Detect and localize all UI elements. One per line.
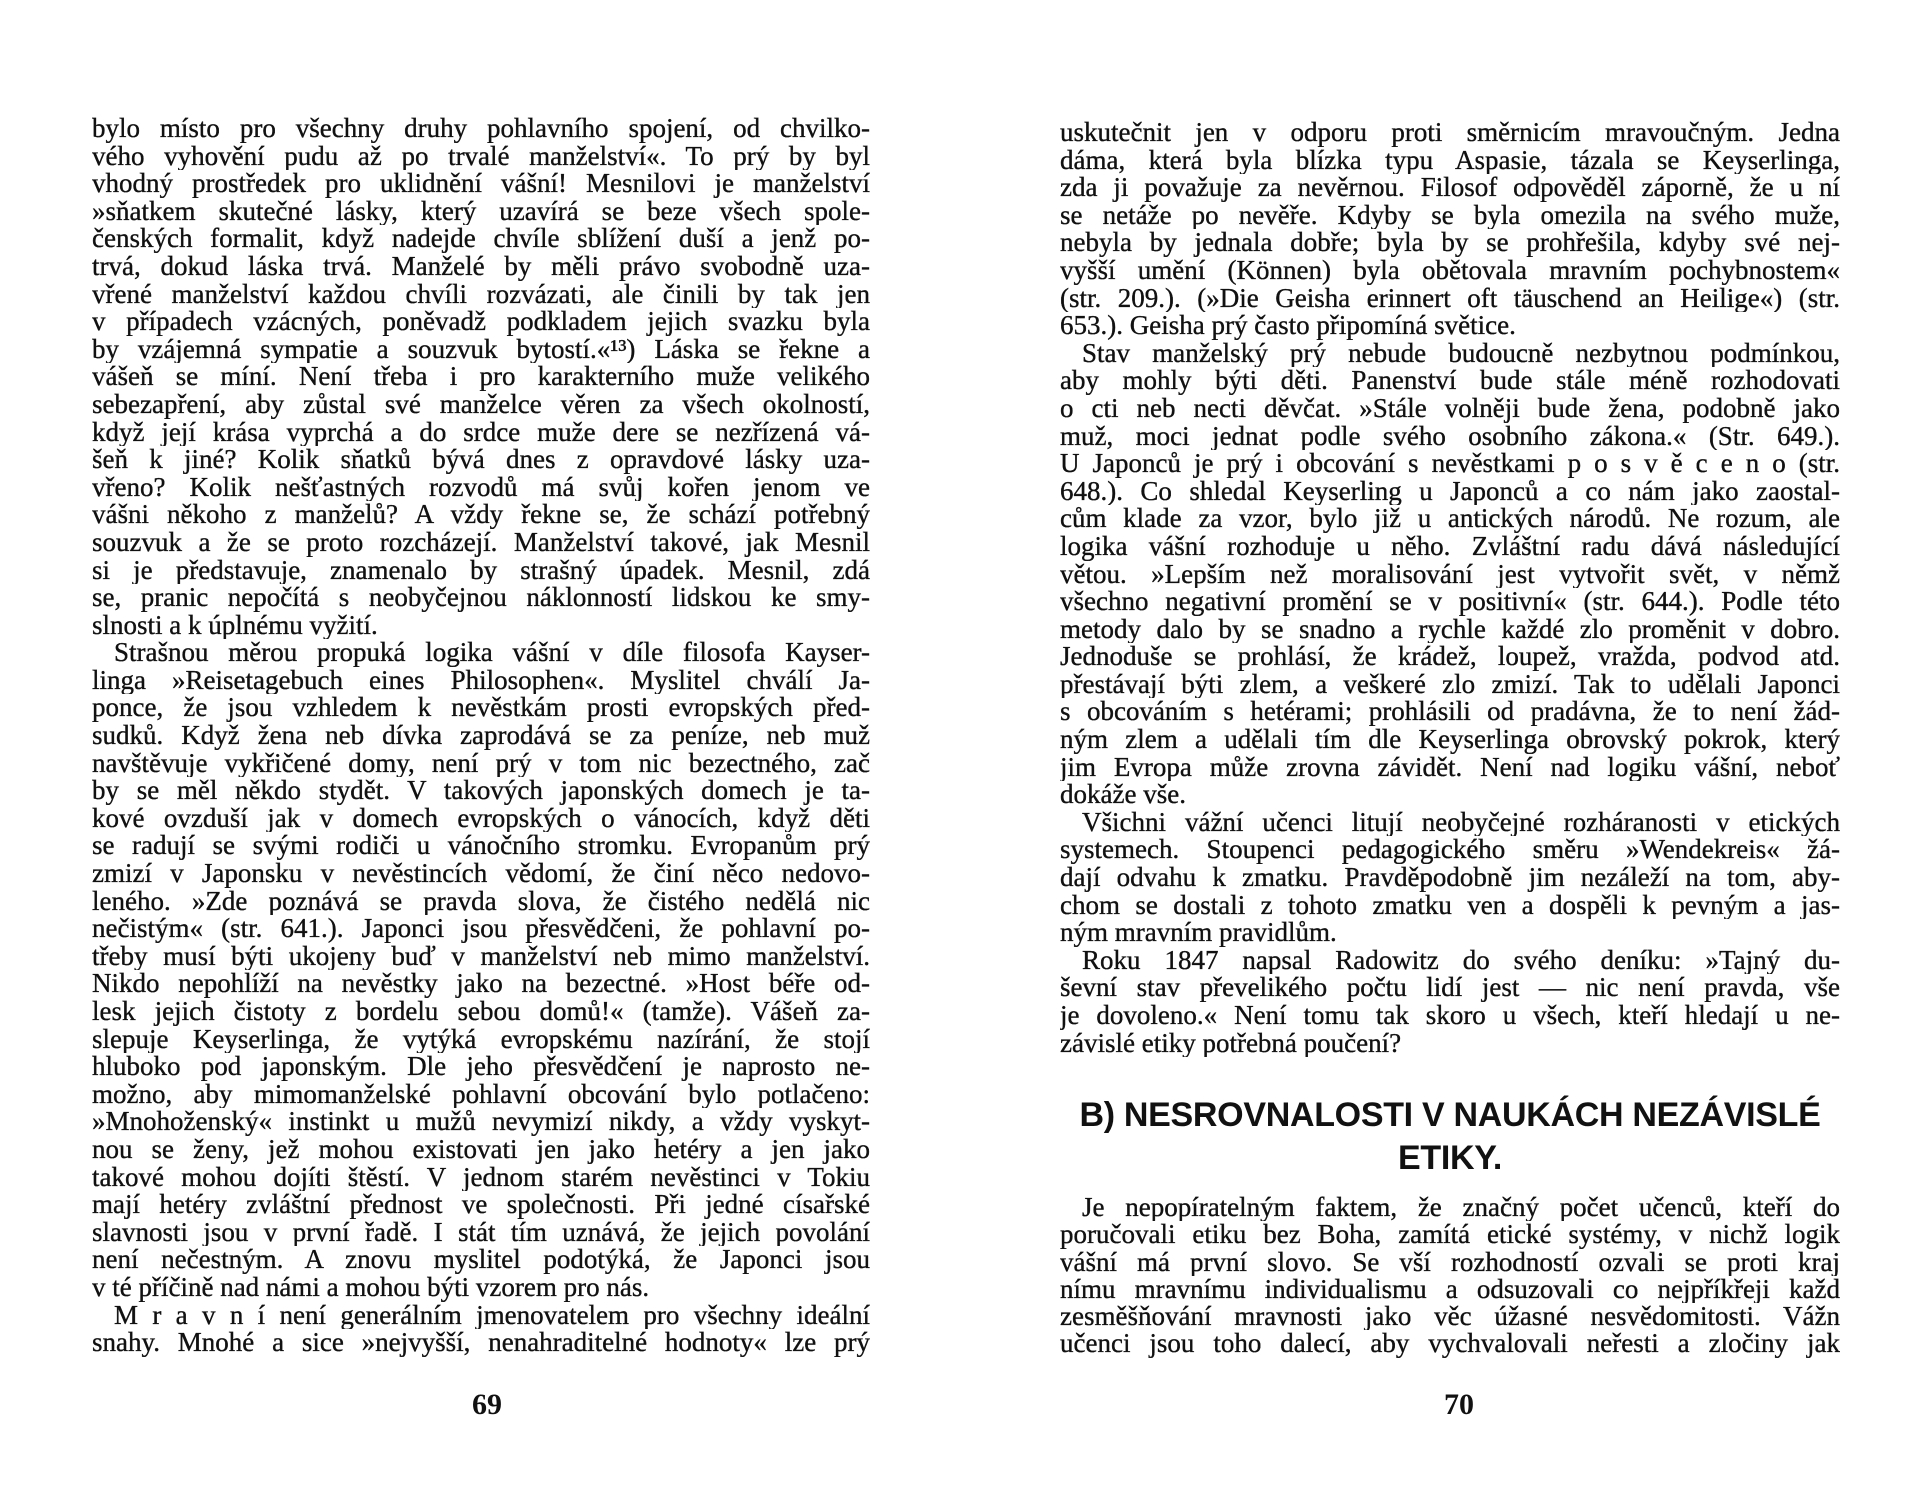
text-line: ným zlem a udělali tím dle Keyserlinga obrovský pokrok, který: [1060, 726, 1840, 754]
text-line: slepuje Keyserlinga, že vytýká evropskému nazírání, že stojí: [92, 1025, 870, 1054]
text-line: vášní má první slovo. Se vší rozhodností ozvali se proti kraj: [1060, 1248, 1840, 1276]
section-heading: [1060, 1094, 1840, 1180]
text-line: souzvuk a že se proto rozcházejí. Manželství takové, jak Mesnil: [92, 528, 870, 557]
text-line: nímu mravnímu individualismu a odsuzovali co nejpříkřeji každ: [1060, 1275, 1840, 1304]
text-line: ným mravním pravidlům.: [1060, 919, 1337, 947]
text-line: Je nepopíratelným faktem, že značný počet učenců, kteří do: [1082, 1194, 1840, 1222]
text-line: o cti neb necti děvčat. »Stále volněji bude žena, podobně jako: [1060, 394, 1840, 423]
text-line: vášeň se míní. Není třeba i pro karakterního muže velikého: [92, 363, 870, 391]
text-line: aby mohly býti děti. Panenství bude stále méně rozhodovati: [1060, 367, 1840, 395]
text-line: ponce, že jsou vzhledem k nevěstkám prosti evropských před-: [92, 694, 870, 723]
text-line: dáma, která byla blízka typu Aspasie, tázala se Keyserlinga,: [1060, 146, 1840, 175]
left-page-text-column: [92, 115, 870, 1357]
text-line: uskutečnit jen v odporu proti směrnicím mravoučným. Jedna: [1060, 119, 1840, 147]
text-line: závislé etiky potřebná poučení?: [1060, 1029, 1402, 1058]
text-line: Roku 1847 napsal Radowitz do svého deníku: »Tajný du-: [1082, 946, 1840, 975]
text-line: systemech. Stoupenci pedagogického směru »Wendekreis« žá-: [1060, 836, 1840, 865]
text-line: Všichni vážní učenci litují neobyčejné rozháranosti v etických: [1082, 808, 1840, 837]
text-line: leného. »Zde poznává se pravda slova, že čistého nedělá nic: [92, 887, 870, 916]
text-line: není nečestným. A znovu myslitel podotýká, že Japonci jsou: [92, 1246, 870, 1274]
text-line: (str. 209.). (»Die Geisha erinnert oft täuschend an Heilige«) (str.: [1060, 284, 1840, 313]
text-line: zesměšňování mravnosti jako věc úžasné nesvědomitosti. Vážn: [1060, 1303, 1840, 1331]
text-line: sebezapření, aby zůstal své manželce věren za všech okolností,: [92, 390, 870, 419]
text-line: s obcováním s hetérami; prohlásili od pradávna, že to není žád-: [1060, 698, 1840, 727]
text-line: třeby musí býti ukojeny buď v manželství neb mimo manželství.: [92, 942, 870, 971]
section-heading-line: B) NESROVNALOSTI V NAUKÁCH NEZÁVISLÉ: [1079, 1096, 1821, 1134]
text-line: takové mohou dojíti štěstí. V jednom starém nevěstinci v Tokiu: [92, 1163, 870, 1192]
text-line: muž, moci jednat podle svého osobního zákona.« (Str. 649.).: [1060, 422, 1840, 451]
section-text-column: [1060, 1194, 1840, 1358]
text-line: trvá, dokud láska trvá. Manželé by měli právo svobodně uza-: [92, 252, 870, 281]
text-line: nečistým« (str. 641.). Japonci jsou přesvědčeni, že pohlavní po-: [92, 915, 870, 943]
text-line: slnosti a k úplnému vyžití.: [92, 611, 378, 640]
text-line: chom se dostali z tohoto zmatku ven a dospěli k pevným a jas-: [1060, 891, 1840, 920]
text-line: snahy. Mnohé a sice »nejvyšší, nenahraditelné hodnoty« lze prý: [92, 1329, 870, 1357]
text-line: by vzájemná sympatie a souzvuk bytostí.«¹³) Láska se řekne a: [92, 335, 870, 364]
text-line: nebyla by jednala dobře; byla by se prohřešila, kdyby své nej-: [1060, 229, 1840, 257]
text-line: je dovoleno.« Není tomu tak skoro u všech, kteří hledají u ne-: [1060, 1002, 1840, 1030]
text-line: kové ovzduší jak v domech evropských o vánocích, když děti: [92, 804, 870, 833]
text-line: si je představuje, znamenalo by strašný úpadek. Mesnil, zdá: [92, 556, 870, 585]
page-number: 70: [1444, 1388, 1474, 1421]
text-line: vášni někoho z manželů? A vždy řekne se, že schází potřebný: [92, 501, 870, 529]
text-line: šeň k jiné? Kolik sňatků bývá dnes z opravdové lásky uza-: [92, 446, 870, 474]
text-line: hluboko pod japonským. Dle jeho přesvědčení je naprosto ne-: [92, 1053, 870, 1081]
text-line: vhodný prostředek pro uklidnění vášní! Mesnilovi je manželství: [92, 170, 870, 198]
text-line: zda ji považuje za nevěrnou. Filosof odpověděl záporně, že u ní: [1060, 174, 1840, 202]
text-line: linga »Reisetagebuch eines Philosophen«. Myslitel chválí Ja-: [92, 666, 870, 695]
text-line: sudků. Když žena neb dívka zaprodává se za peníze, neb muž: [92, 722, 870, 750]
text-line: zmizí v Japonsku v nevěstincích vědomí, že činí něco nedovo-: [92, 860, 870, 888]
text-line: navštěvuje vykřičené domy, není prý v tom nic bezectného, zač: [92, 749, 870, 778]
text-line: v případech vzácných, poněvadž podkladem jejich svazku byla: [92, 308, 870, 336]
text-line: M r a v n í není generálním jmenovatelem pro všechny ideální: [114, 1301, 870, 1330]
text-line: 653.). Geisha prý často připomíná světice.: [1060, 312, 1516, 340]
text-line: by se měl někdo stydět. V takových japonských domech je ta-: [92, 777, 870, 805]
text-line: možno, aby mimomanželské pohlavní obcování bylo potlačeno:: [92, 1080, 870, 1109]
text-line: vého vyhovění pudu až po trvalé manželství«. To prý by byl: [92, 142, 870, 171]
text-line: »Mnohoženský« instinkt u mužů nevymizí nikdy, a vždy vyskyt-: [92, 1108, 870, 1136]
text-line: čenských formalit, když nadejde chvíle sblížení duší a jenž po-: [92, 225, 870, 253]
text-line: bylo místo pro všechny druhy pohlavního spojení, od chvilko-: [92, 115, 870, 143]
text-line: ševní stav převelikého počtu lidí jest — nic není pravda, vše: [1060, 974, 1840, 1002]
text-line: nou se ženy, jež mohou existovati jen jako hetéry a jen jako: [92, 1135, 870, 1164]
text-line: »sňatkem skutečné lásky, který uzavírá se beze všech spole-: [92, 197, 870, 226]
text-line: Stav manželský prý nebude budoucně nezbytnou podmínkou,: [1082, 339, 1840, 368]
text-line: U Japonců je prý i obcování s nevěstkami p o s v ě c e n o (str.: [1060, 450, 1840, 478]
text-line: dají odvahu k zmatku. Pravděpodobně jim nezáleží na tom, aby-: [1060, 864, 1840, 892]
text-line: lesk jejich čistoty z bordelu sebou domů!« (tamže). Vášeň za-: [92, 998, 870, 1026]
page-number: 69: [472, 1388, 502, 1421]
text-line: slavnosti jsou v první řadě. I stát tím uznává, že jejich povolání: [92, 1218, 870, 1247]
text-line: vřeno? Kolik nešťastných rozvodů má svůj kořen jenom ve: [92, 473, 870, 502]
text-line: vřené manželství každou chvíli rozvázati, ale činili by tak jen: [92, 280, 870, 309]
text-line: mají hetéry zvláštní přednost ve společnosti. Při jedné císařské: [92, 1191, 870, 1219]
text-line: učenci jsou toho dalecí, aby vychvalovali neřesti a zločiny jak: [1060, 1330, 1840, 1358]
text-line: větou. »Lepším než moralisování jest vytvořit svět, v němž: [1060, 560, 1840, 589]
text-line: poručovali etiku bez Boha, zamítá etické systémy, v nichž logik: [1060, 1221, 1840, 1249]
text-line: Nikdo nepohlíží na nevěstky jako na bezectné. »Host béře od-: [92, 970, 870, 998]
text-line: v té příčině nad námi a mohou býti vzorem pro nás.: [92, 1273, 650, 1302]
text-line: Strašnou měrou propuká logika vášní v díle filosofa Kayser-: [114, 639, 870, 667]
text-line: 648.). Co shledal Keyserling u Japonců a co nám jako zaostal-: [1060, 477, 1840, 506]
section-heading-line: ETIKY.: [1397, 1139, 1502, 1177]
text-line: se radují se svými rodiči u vánočního stromku. Evropanům prý: [92, 832, 870, 861]
text-line: se netáže po nevěře. Kdyby se byla omezila na svého muže,: [1060, 201, 1840, 230]
text-line: když její krása vyprchá a do srdce muže dere se nezřízená vá-: [92, 418, 870, 447]
text-line: metody dalo by se snadno a rychle každé zlo proměnit v dobro.: [1060, 615, 1840, 644]
text-line: přestávají býti zlem, a veškeré zlo zmizí. Tak to udělali Japonci: [1060, 670, 1840, 699]
text-line: Jednoduše se prohlásí, že krádež, loupež, vražda, podvod atd.: [1060, 643, 1840, 671]
text-line: vyšší umění (Können) byla obětovala mravním pochybnostem«: [1060, 256, 1840, 285]
text-line: jim Evropa může zrovna závidět. Není nad logiku vášní, neboť: [1060, 753, 1840, 782]
right-page-text-column: [1060, 119, 1840, 1057]
text-line: logika vášní rozhoduje u něho. Zvláštní radu dává následující: [1060, 532, 1840, 561]
text-line: se, pranic nepočítá s neobyčejnou náklonností lidskou ke smy-: [92, 584, 870, 612]
text-line: všechno negativní promění se v positivní« (str. 644.). Podle této: [1060, 588, 1840, 616]
text-line: dokáže vše.: [1060, 781, 1186, 809]
text-line: cům klade za vzor, bylo již u antických národů. Ne rozum, ale: [1060, 505, 1840, 533]
